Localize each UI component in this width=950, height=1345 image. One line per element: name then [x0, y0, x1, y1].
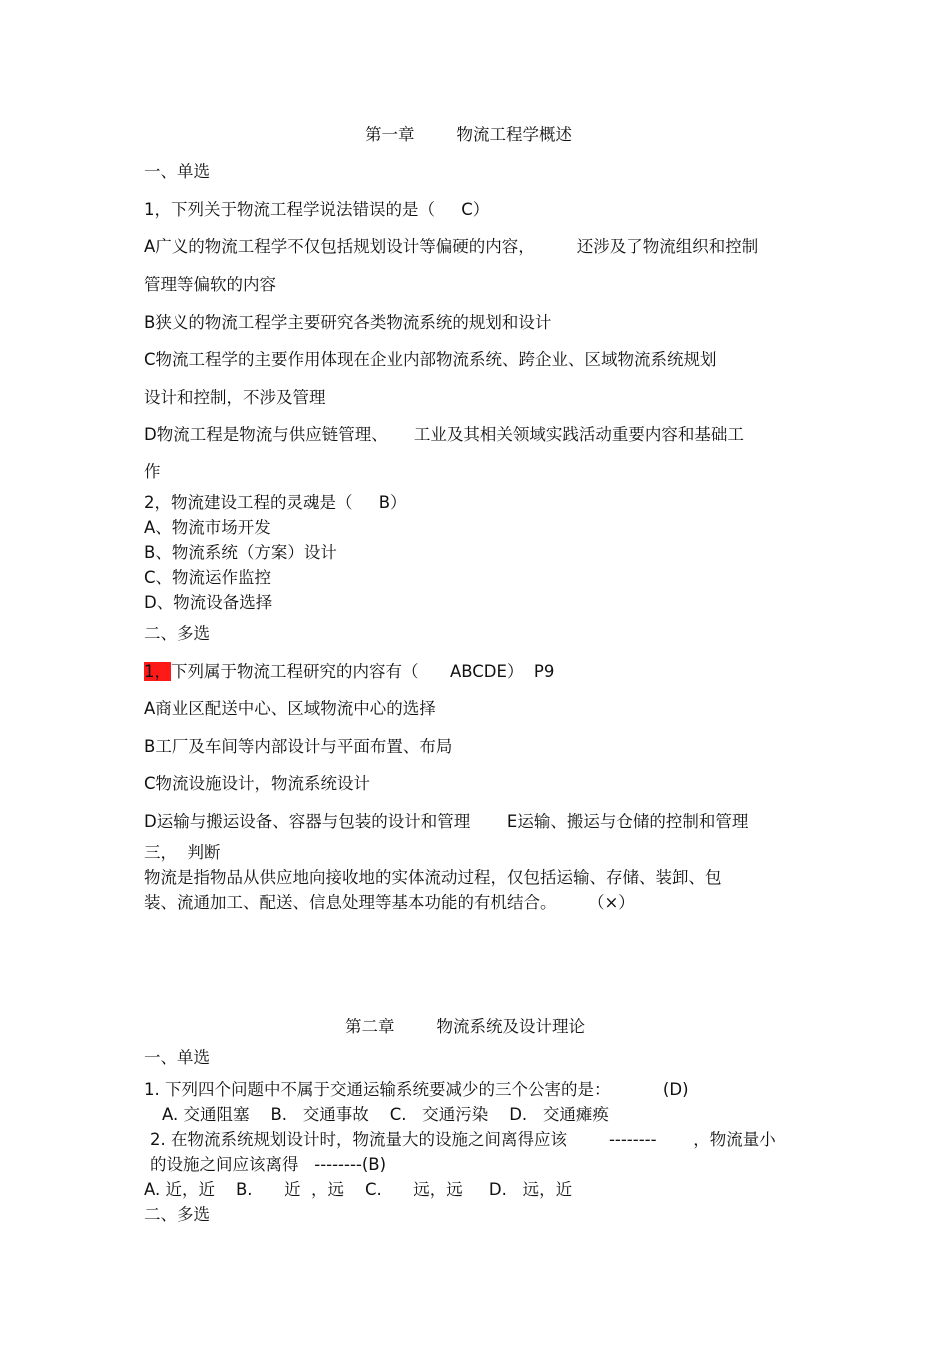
ch1-q1-option-d-line2: 作 — [144, 462, 161, 481]
ch1-q1-stem: 1，下列关于物流工程学说法错误的是（ C） — [144, 200, 490, 219]
chapter1-title: 第一章 物流工程学概述 — [365, 125, 572, 144]
ch1-m1-text: 下列属于物流工程研究的内容有（ ABCDE） P9 — [171, 662, 555, 681]
ch1-q1-option-a-line1: A广义的物流工程学不仅包括规划设计等偏硬的内容， 还涉及了物流组织和控制 — [144, 237, 759, 256]
ch1-tf1-line2: 装、流通加工、配送、信息处理等基本功能的有机结合。 （×） — [144, 893, 635, 912]
ch1-q1-option-c-line1: C物流工程学的主要作用体现在企业内部物流系统、跨企业、区域物流系统规划 — [144, 350, 717, 369]
ch2-section-multiple-choice: 二、多选 — [144, 1205, 210, 1224]
ch1-m1-option-de: D运输与搬运设备、容器与包装的设计和管理 E运输、搬运与仓储的控制和管理 — [144, 812, 749, 831]
ch1-q2-option-c: C、物流运作监控 — [144, 568, 272, 587]
highlighted-question-number: 1， — [144, 662, 171, 681]
ch1-q2-option-d: D、物流设备选择 — [144, 593, 273, 612]
ch2-q2-line1: 2. 在物流系统规划设计时，物流量大的设施之间离得应该 -------- ，物流量小 — [150, 1130, 776, 1149]
ch1-q1-option-d-line1: D物流工程是物流与供应链管理、 工业及其相关领域实践活动重要内容和基础工 — [144, 425, 744, 444]
ch1-q2-option-a: A、物流市场开发 — [144, 518, 271, 537]
ch1-q2-option-b: B、物流系统（方案）设计 — [144, 543, 337, 562]
ch1-q1-option-b: B狭义的物流工程学主要研究各类物流系统的规划和设计 — [144, 313, 552, 332]
ch1-m1-option-a: A商业区配送中心、区域物流中心的选择 — [144, 699, 436, 718]
chapter2-title: 第二章 物流系统及设计理论 — [345, 1017, 585, 1036]
ch1-section-multiple-choice: 二、多选 — [144, 624, 210, 643]
ch1-q1-option-a-line2: 管理等偏软的内容 — [144, 275, 276, 294]
ch2-q2-line2: 的设施之间应该离得 --------(B) — [150, 1155, 387, 1174]
ch1-tf1-line1: 物流是指物品从供应地向接收地的实体流动过程，仅包括运输、存储、装卸、包 — [144, 868, 722, 887]
ch1-section-single-choice: 一、单选 — [144, 162, 210, 181]
ch1-q1-option-c-line2: 设计和控制，不涉及管理 — [144, 388, 326, 407]
ch2-q1-stem: 1. 下列四个问题中不属于交通运输系统要减少的三个公害的是： (D) — [144, 1080, 689, 1099]
ch2-section-single-choice: 一、单选 — [144, 1048, 210, 1067]
ch2-q2-options: A. 近，近 B. 近 ，远 C. 远，远 D. 远，近 — [144, 1180, 573, 1199]
ch1-section-true-false: 三， 判断 — [144, 843, 221, 862]
ch2-q1-options: A. 交通阻塞 B. 交通事故 C. 交通污染 D. 交通瘫痪 — [162, 1105, 609, 1124]
ch1-m1-option-b: B工厂及车间等内部设计与平面布置、布局 — [144, 737, 453, 756]
ch1-q2-stem: 2，物流建设工程的灵魂是（ B） — [144, 493, 407, 512]
ch1-m1-stem — [144, 661, 554, 683]
ch1-m1-option-c: C物流设施设计，物流系统设计 — [144, 774, 371, 793]
